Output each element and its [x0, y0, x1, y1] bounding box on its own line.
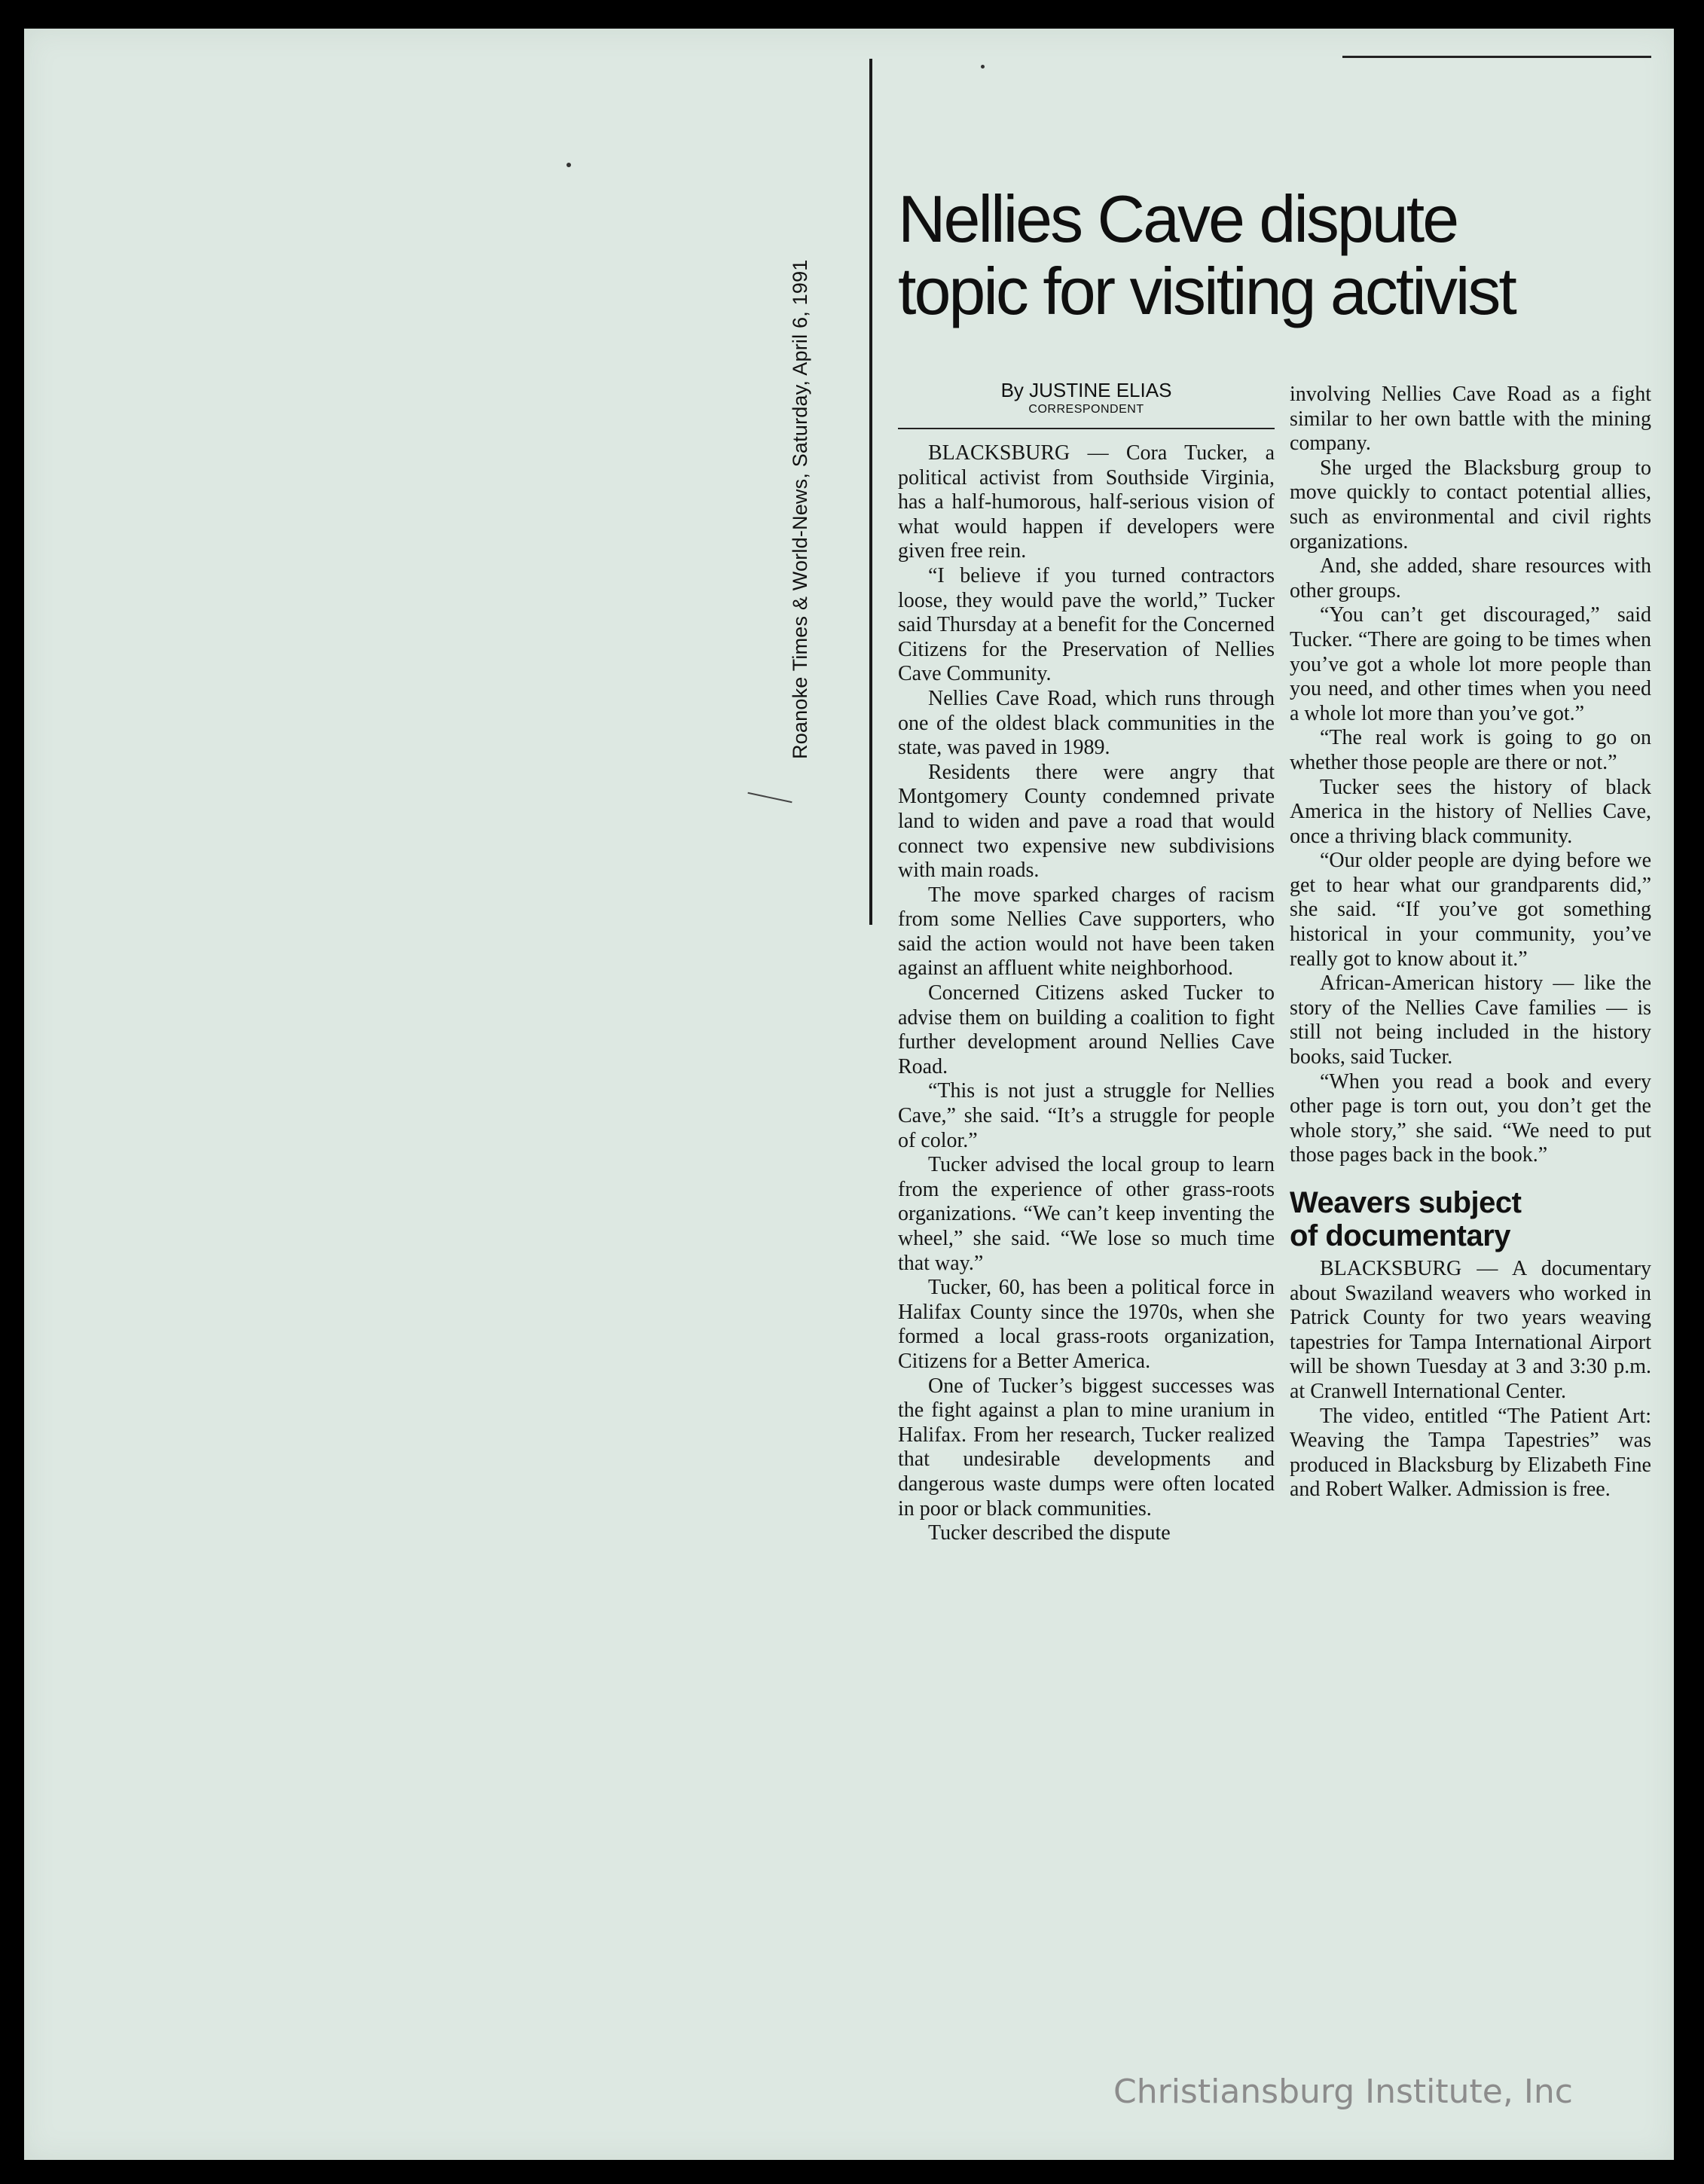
- paper-speck: [981, 65, 985, 69]
- sidebar-subhead: [1290, 1186, 1651, 1252]
- article-paragraph: “The real work is going to go on whether those people are there or not.”: [1290, 726, 1651, 774]
- article-paragraph: “I believe if you turned contractors loose, they would pave the world,” Tucker said Thursday at a benefit for the Concerned Citizens for the Preservation of Nellies Cave Community.: [898, 563, 1275, 686]
- article-paragraph: And, she added, share resources with other groups.: [1290, 554, 1651, 602]
- article-paragraph: BLACKSBURG — Cora Tucker, a political activist from Southside Virginia, has a half-humorous, half-serious vision of what would happen if developers were given free rein.: [898, 441, 1275, 563]
- article-paragraph: Residents there were angry that Montgomery County condemned private land to widen and pave a road that would connect two expensive new subdivisions with main roads.: [898, 760, 1275, 883]
- byline-author: By JUSTINE ELIAS: [1000, 379, 1172, 401]
- headline-line-1: Nellies Cave dispute: [898, 181, 1458, 256]
- article-paragraph: Tucker sees the history of black America in the history of Nellies Cave, once a thriving black community.: [1290, 775, 1651, 848]
- newspaper-clipping: [24, 29, 1674, 2160]
- article-paragraph: Concerned Citizens asked Tucker to advise them on building a coalition to fight further development around Nellies Cave Road.: [898, 981, 1275, 1078]
- article-paragraph: “You can’t get discouraged,” said Tucker. “There are going to be times when you’ve got a whole lot more people than you need, and other times when you need a whole lot more than you’ve got.”: [1290, 603, 1651, 725]
- article-paragraph: Tucker advised the local group to learn from the experience of other grass-roots organizations. “We can’t keep inventing the wheel,” she said. “We lose so much time that way.”: [898, 1153, 1275, 1275]
- byline: [898, 379, 1275, 416]
- archive-watermark: Christiansburg Institute, Inc: [1113, 2073, 1573, 2111]
- article-paragraph: Nellies Cave Road, which runs through one of the oldest black communities in the state, was paved in 1989.: [898, 686, 1275, 760]
- top-rule: [1342, 56, 1651, 58]
- dateline-rule: [869, 59, 872, 925]
- article-paragraph: African-American history — like the story of the Nellies Cave families — is still not being included in the history books, said Tucker.: [1290, 972, 1651, 1069]
- byline-role: CORRESPONDENT: [1028, 403, 1144, 416]
- byline-rule: [898, 428, 1275, 429]
- sidebar-paragraph: BLACKSBURG — A documentary about Swaziland weavers who worked in Patrick County for two years weaving tapestries for Tampa International Airport will be shown Tuesday at 3 and 3:30 p.m. at Cranwell International Center.: [1290, 1257, 1651, 1403]
- article-paragraph: “Our older people are dying before we get to hear what our grandparents did,” she said. “If you’ve got something historical in your community, you’ve really got to know about it.”: [1290, 849, 1651, 971]
- article-paragraph: involving Nellies Cave Road as a fight similar to her own battle with the mining company.: [1290, 383, 1651, 456]
- article-headline: [898, 183, 1651, 328]
- article-column-right: [1290, 383, 1651, 1502]
- article-paragraph: She urged the Blacksburg group to move quickly to contact potential allies, such as environmental and civil rights organizations.: [1290, 456, 1651, 554]
- article-paragraph: Tucker described the dispute: [928, 1521, 1171, 1545]
- article-column-left: [898, 441, 1275, 1546]
- sidebar-subhead-line-2: of documentary: [1290, 1219, 1511, 1252]
- paper-speck: [566, 163, 571, 167]
- paper-speck: [747, 792, 792, 803]
- sidebar-paragraph: The video, entitled “The Patient Art: Weaving the Tampa Tapestries” was produced in Blacksburg by Elizabeth Fine and Robert Walker. Admission is free.: [1290, 1404, 1651, 1502]
- publication-dateline: Roanoke Times & World-News, Saturday, April 6, 1991: [789, 259, 811, 759]
- article-paragraph: The move sparked charges of racism from some Nellies Cave supporters, who said the action would not have been taken against an affluent white neighborhood.: [898, 883, 1275, 981]
- headline-line-2: topic for visiting activist: [898, 254, 1515, 328]
- sidebar-subhead-line-1: Weavers subject: [1290, 1186, 1522, 1219]
- article-paragraph: One of Tucker’s biggest successes was the fight against a plan to mine uranium in Halifax. From her research, Tucker realized that undesirable developments and dangerous waste dumps were often located in poor or black communities.: [898, 1374, 1275, 1521]
- article-paragraph: “When you read a book and every other page is torn out, you don’t get the whole story,” she said. “We need to put those pages back in the book.”: [1290, 1069, 1651, 1167]
- article-paragraph: “This is not just a struggle for Nellies Cave,” she said. “It’s a struggle for people of color.”: [898, 1079, 1275, 1152]
- article-paragraph: Tucker, 60, has been a political force in Halifax County since the 1970s, when she formed a local grass-roots organization, Citizens for a Better America.: [898, 1276, 1275, 1373]
